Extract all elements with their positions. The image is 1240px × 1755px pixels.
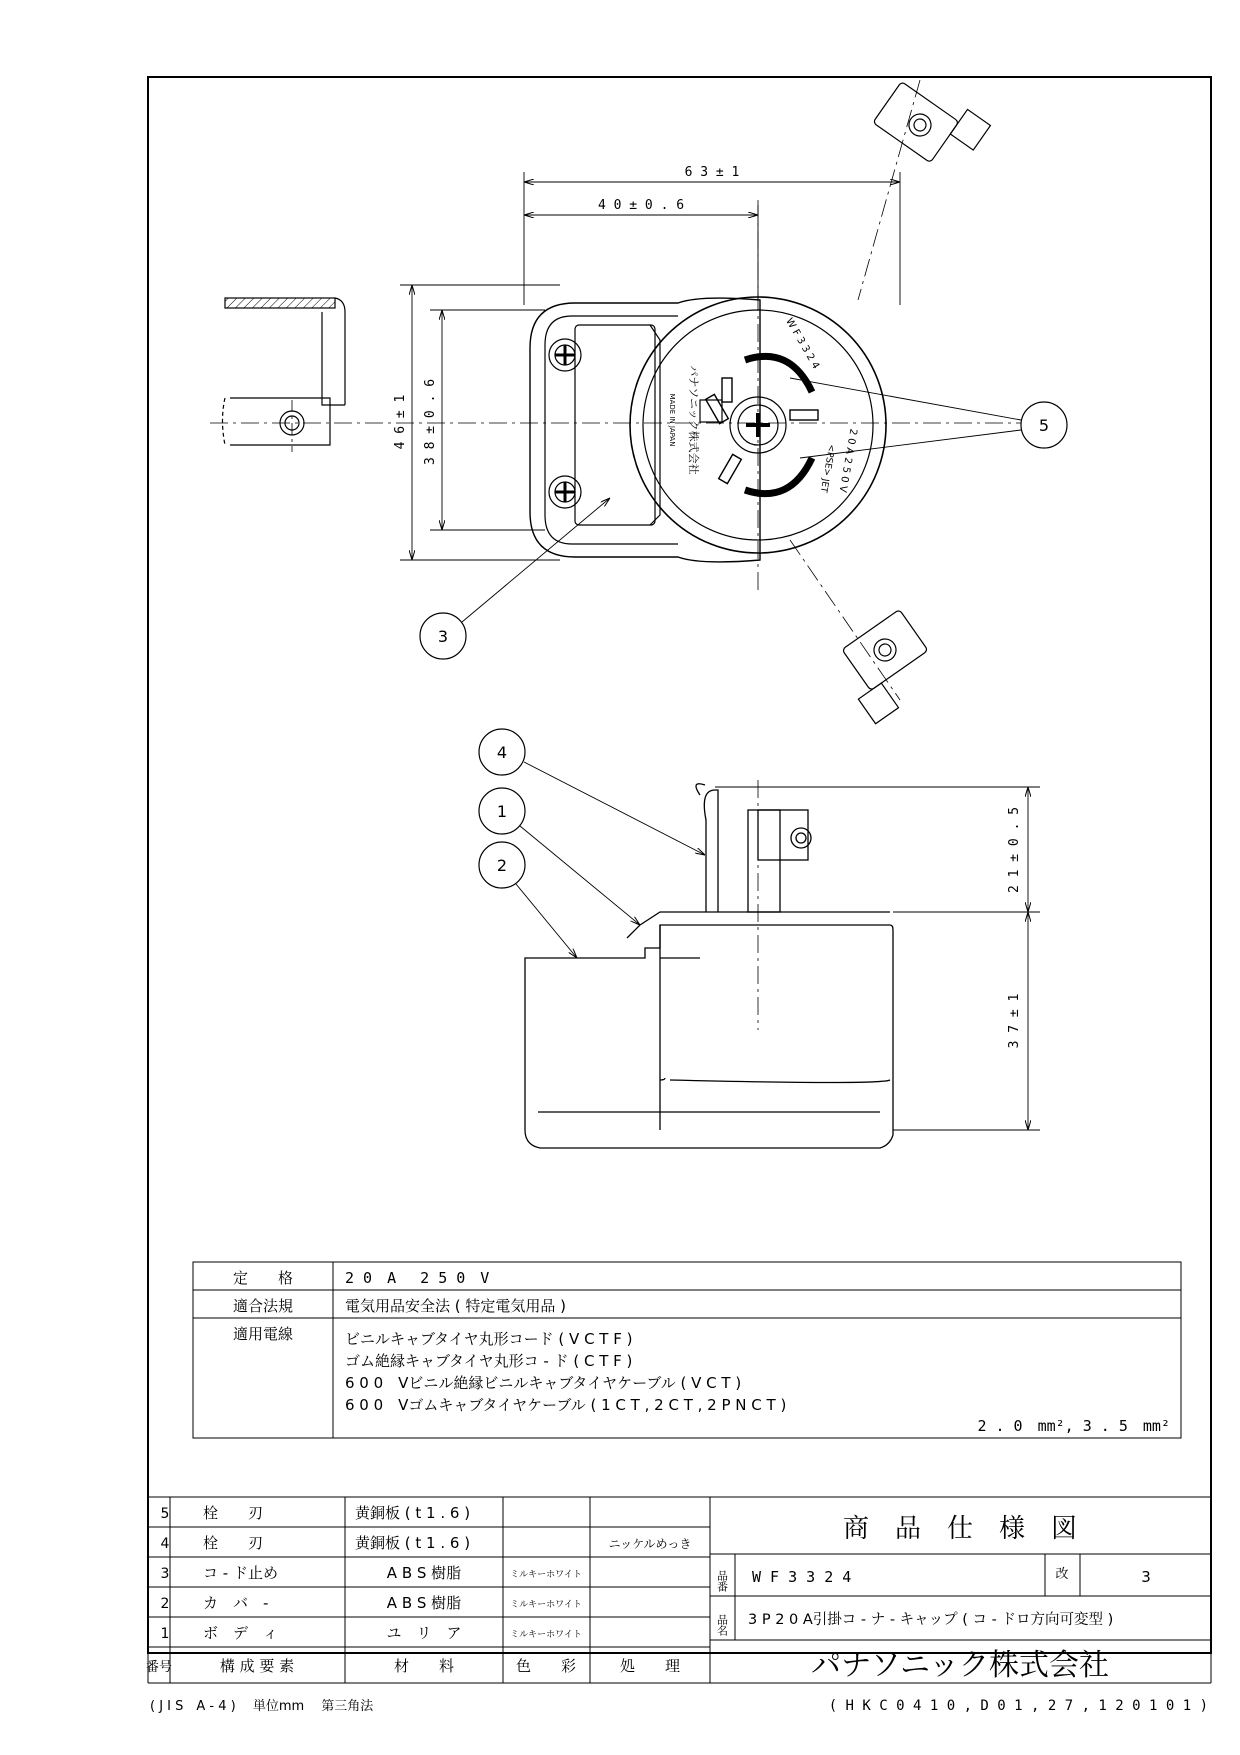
part-name: 栓 刃 bbox=[203, 1504, 264, 1522]
spec-cable-line-2: ゴム絶縁キャブタイヤ丸形コ - ド ( C T F ) bbox=[345, 1352, 633, 1370]
dim-21: 2 1 ± 0 . 5 bbox=[1007, 806, 1022, 894]
part-name: コ - ド止め bbox=[203, 1564, 278, 1582]
part-treatment: ニッケルめっき bbox=[608, 1537, 692, 1551]
spec-cable-sizes: 2 . 0 mm², 3 . 5 mm² bbox=[977, 1417, 1170, 1435]
top-view bbox=[210, 80, 1040, 700]
revision-number: 3 bbox=[1141, 1568, 1151, 1586]
svg-text:パナソニック株式会社: パナソニック株式会社 bbox=[687, 365, 700, 475]
dim-46: 4 6 ± 1 bbox=[393, 394, 408, 450]
svg-text:4: 4 bbox=[496, 743, 508, 762]
blade-detail-top bbox=[873, 69, 991, 178]
part-color: ミルキーホワイト bbox=[510, 1630, 582, 1640]
side-view bbox=[525, 780, 893, 1148]
spec-cable-line-1: ビニルキャブタイヤ丸形コード ( V C T F ) bbox=[345, 1330, 633, 1348]
blade-detail-bottom bbox=[830, 609, 946, 723]
parts-header-color: 色 彩 bbox=[515, 1657, 577, 1675]
part-color: ミルキーホワイト bbox=[510, 1570, 582, 1580]
company-name: パナソニック株式会社 bbox=[811, 1648, 1109, 1683]
part-no: 1 bbox=[160, 1626, 170, 1642]
part-material: A B S 樹脂 bbox=[386, 1594, 462, 1612]
svg-text:1: 1 bbox=[496, 802, 508, 821]
side-dimensions bbox=[715, 787, 1040, 1130]
drawing-title: 商 品 仕 様 図 bbox=[842, 1514, 1078, 1544]
svg-text:W F 3 3 2 4: W F 3 3 2 4 bbox=[783, 316, 822, 372]
svg-text:MADE IN JAPAN: MADE IN JAPAN bbox=[668, 393, 676, 447]
part-no: 5 bbox=[160, 1506, 170, 1522]
part-name: 栓 刃 bbox=[203, 1534, 264, 1552]
dim-37: 3 7 ± 1 bbox=[1007, 993, 1022, 1049]
part-no: 3 bbox=[160, 1566, 170, 1582]
footer-doc-code: ( H K C 0 4 1 0 , D 0 1 , 2 7 , 1 2 0 1 0 1 ) bbox=[828, 1698, 1208, 1714]
spec-value-rating: 2 0 A 2 5 0 V bbox=[345, 1269, 490, 1287]
dim-63: 6 3 ± 1 bbox=[684, 165, 740, 180]
part-color: ミルキーホワイト bbox=[510, 1600, 582, 1610]
spec-label-law: 適合法規 bbox=[232, 1297, 294, 1315]
top-dimensions bbox=[400, 172, 900, 560]
svg-text:3: 3 bbox=[437, 627, 449, 646]
part-name: カ バ - bbox=[203, 1594, 269, 1612]
face-lettering bbox=[668, 316, 858, 493]
part-name-label: 品名 bbox=[715, 1614, 729, 1636]
footer-standard: ( J I S A - 4 ) 単位mm 第三角法 bbox=[150, 1699, 374, 1714]
title-block bbox=[716, 1514, 1151, 1683]
spec-cable-line-3: 6 0 0 Vビニル絶縁ビニルキャブタイヤケーブル ( V C T ) bbox=[345, 1374, 742, 1392]
dim-38: 3 8 ± 0 . 6 bbox=[423, 378, 438, 466]
svg-text:5: 5 bbox=[1038, 416, 1050, 435]
svg-text:<PSE> JET: <PSE> JET bbox=[817, 443, 837, 494]
part-no: 4 bbox=[160, 1536, 170, 1552]
spec-label-rating: 定 格 bbox=[232, 1269, 294, 1287]
part-material: 黄銅板 ( t 1 . 6 ) bbox=[355, 1504, 471, 1522]
parts-header-material: 材 料 bbox=[393, 1657, 455, 1675]
part-number: W F 3 3 2 4 bbox=[752, 1568, 852, 1586]
part-name: 3 P 2 0 A引掛コ - ナ - キャップ ( コ - ドロ方向可変型 ) bbox=[748, 1612, 1114, 1628]
spec-value-law: 電気用品安全法 ( 特定電気用品 ) bbox=[345, 1297, 567, 1315]
part-no: 2 bbox=[160, 1596, 170, 1612]
parts-header-no: 番号 bbox=[145, 1660, 173, 1675]
part-material: 黄銅板 ( t 1 . 6 ) bbox=[355, 1534, 471, 1552]
revision-label: 改 bbox=[1055, 1567, 1069, 1582]
parts-rows bbox=[146, 1504, 691, 1675]
balloon-2 bbox=[479, 842, 577, 958]
svg-text:2 0 A 2 5 0 V: 2 0 A 2 5 0 V bbox=[836, 427, 859, 494]
part-no-label: 品番 bbox=[715, 1570, 729, 1592]
spec-cable-line-4: 6 0 0 Vゴムキャブタイヤケーブル ( 1 C T , 2 C T , 2 P N C T ) bbox=[345, 1396, 787, 1414]
balloon-3 bbox=[420, 498, 610, 659]
parts-header-treatment: 処 理 bbox=[619, 1657, 681, 1675]
svg-text:2: 2 bbox=[496, 856, 508, 875]
part-material: A B S 樹脂 bbox=[386, 1564, 462, 1582]
spec-label-cable: 適用電線 bbox=[232, 1325, 294, 1343]
part-material: ユ リ ア bbox=[386, 1624, 462, 1642]
parts-header-name: 構 成 要 素 bbox=[219, 1657, 295, 1675]
part-name: ボ デ ィ bbox=[203, 1624, 279, 1642]
dim-40: 4 0 ± 0 . 6 bbox=[597, 198, 685, 213]
spec-rows bbox=[233, 1269, 1170, 1435]
left-side-view bbox=[223, 298, 346, 452]
